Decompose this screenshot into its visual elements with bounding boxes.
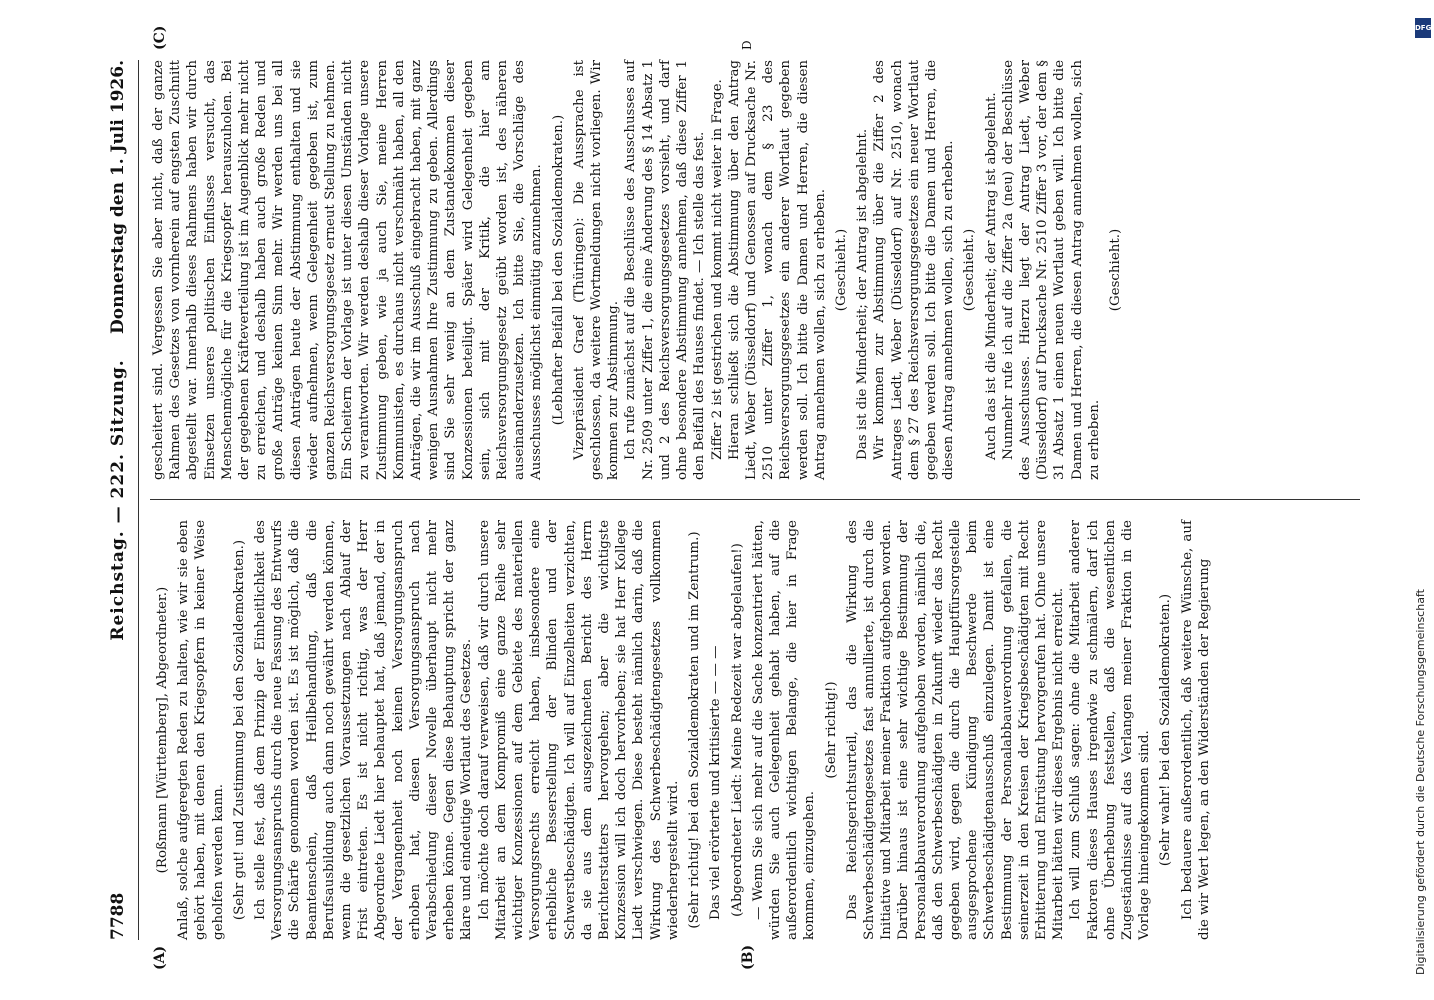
interjection: (Sehr richtig!) — [823, 681, 839, 779]
speaker-note: (Roßmann [Württemberg], Abgeordneter.) — [155, 586, 170, 874]
paragraph: Ich möchte doch darauf verweisen, daß wir durch unsere Mitarbeit an dem Kompromiß eine ganze Reihe sehr wichtiger Konzessionen auf dem Gebiete des materiellen Versorgungsrechts erreicht haben, insbesondere eine erhebliche Besserstellung der Blinden und der Schwerstbeschädigten. Ich will auf Einzelheiten verzichten, da sie aus dem ausgezeichneten Bericht des Herrn Berichterstatters hervorgehen; aber die wichtigste Konzession will ich doch hervorheben; sie hat Herr Kollege Liedt verschwiegen. Diese besteht nämlich darin, daß die Wirkung des Schwerbeschädigtengesetzes vollkommen wiederhergestellt wird. — [476, 520, 681, 940]
page-header — [100, 60, 140, 940]
rotated-page-content — [100, 25, 1420, 970]
paragraph: Das viel erörterte und kritisierte — — — — [708, 645, 724, 920]
margin-mark-c: (C) — [152, 25, 168, 50]
margin-mark-b: (B) — [740, 944, 756, 970]
paragraph: Ich rufe zunächst auf die Beschlüsse des Ausschusses auf Nr. 2509 unter Ziffer 1, die eine Änderung des § 14 Absatz 1 und 2 des Reichsversorgungsgesetzes vorsieht, und darf ohne besondere Abstimmung annehmen, daß diese Ziffer 1 den Beifall des Hauses findet. — Ich stelle das fest. — [623, 60, 708, 480]
funding-note-text: Digitalisierung gefördert durch die Deutsche Forschungsgemeinschaft — [1414, 589, 1427, 975]
dfg-logo: DFG — [1415, 18, 1431, 38]
margin-mark-a: (A) — [152, 945, 168, 970]
paragraph: Hieran schließt sich die Abstimmung über den Antrag Liedt, Weber (Düsseldorf) und Genossen auf Drucksache Nr. 2510 unter Ziffer 1, wonach dem § 23 des Reichsversorgungsgesetzes ein anderer Wortlaut gegeben werden soll. Ich bitte die Damen und Herren, die diesen Antrag annehmen wollen, sich zu erheben. — [726, 60, 828, 480]
margin-mark-d: D — [740, 40, 754, 50]
interjection: (Sehr wahr! bei den Sozialdemokraten.) — [1158, 593, 1174, 867]
paragraph: Auch das ist die Minderheit; der Antrag ist abgelehnt. — [983, 92, 999, 460]
paragraph: Das Reichsgerichtsurteil, das die Wirkung des Schwerbeschädigtengesetzes fast annullierte, ist durch die Initiative und Mitarbeit meiner Fraktion aufgehoben worden. Darüber hinaus ist eine sehr wichtige Bestimmung der Personalabbauverordnung aufgehoben worden, nämlich die, daß den Schwerbeschädigten in Zukunft wieder das Recht gegeben wird, gegen die durch die Hauptfürsorgestelle ausgesprochene Kündigung Beschwerde beim Schwerbeschädigtenausschuß einzulegen. Damit ist eine Bestimmung der Personalabbauverordnung gefallen, die seinerzeit in den Kreisen der Kriegsbeschädigten mit Recht Erbitterung und Entrüstung hervorgerufen hat. Ohne unsere Mitarbeit hätten wir dieses Ergebnis nicht erreicht. — [844, 520, 1067, 940]
header-rule — [138, 60, 139, 940]
paragraph: Anlaß, solche aufgeregten Reden zu halten, wie wir sie eben gehört haben, mit denen den Kriegsopfern in keiner Weise geholfen werden kann. — [176, 520, 226, 940]
right-column — [150, 60, 1128, 480]
paragraph: gescheitert sind. Vergessen Sie aber nicht, daß der ganze Rahmen des Gesetzes von vornherein auf engsten Zuschnitt abgestellt war. Innerhalb dieses Rahmens haben wir durch Einsetzen unseres politischen Einflusses versucht, das Menschenmögliche für die Kriegsopfer herauszuholen. Bei der gegebenen Kräfteverteilung ist im Augenblick mehr nicht zu erreichen, und deshalb haben auch große Reden und große Anträge keinen Sinn mehr. Wir werden uns bei all diesen Anträgen heute der Abstimmung enthalten und sie wieder aufnehmen, wenn Gelegenheit gegeben ist, zum ganzen Reichsversorgungsgesetz erneut Stellung zu nehmen. Ein Scheitern der Vorlage ist unter diesen Umständen nicht zu verantworten. Wir werden deshalb dieser Vorlage unsere Zustimmung geben, wie ja auch Sie, meine Herren Kommunisten, es durchaus nicht verschmäht haben, all den Anträgen, die wir im Ausschuß eingebracht haben, mit ganz wenigen Ausnahmen Ihre Zustimmung zu geben. Allerdings sind Sie sehr wenig an dem Zustandekommen dieser Konzessionen beteiligt. Später wird Gelegenheit gegeben sein, sich mit der Kritik, die hier am Reichsversorgungsgesetz geübt worden ist, des näheren auseinanderzusetzen. Ich bitte Sie, die Vorschläge des Ausschusses möglichst einmütig anzunehmen. — [151, 60, 545, 480]
session-date: Donnerstag den 1. Juli 1926. — [108, 60, 128, 334]
interjection: (Geschieht.) — [833, 228, 849, 312]
session-title: Reichstag. — 222. Sitzung. — [108, 359, 128, 641]
column-divider — [150, 499, 1360, 500]
paragraph: Nunmehr rufe ich auf die Ziffer 2a (neu) der Beschlüsse des Ausschusses. Hierzu liegt der Antrag Liedt, Weber (Düsseldorf) auf Drucksache Nr. 2510 Ziffer 3 vor, der dem § 31 Absatz 1 einen neuen Wortlaut geben will. Ich bitte die Damen und Herren, die diesen Antrag annehmen wollen, sich zu erheben. — [1000, 60, 1102, 480]
paragraph: Ich stelle fest, daß dem Prinzip der Einheitlichkeit des Versorgungsanspruchs durch die neue Fassung des Entwurfs die Schärfe genommen worden ist. Es ist möglich, daß die Beamtenschein, daß Heilbehandlung, daß die Berufsausbildung auch dann noch gewährt werden können, wenn die gesetzlichen Voraussetzungen nach Ablauf der Frist eintreten. Es ist nicht richtig, was der Herr Abgeordnete Liedt hier behauptet hat, daß jemand, der in der Vergangenheit noch keinen Versorgungsanspruch erhoben hat, diesen Versorgungsanspruch nach Verabschiedung dieser Novelle überhaupt nicht mehr erheben könne. Gegen diese Behauptung spricht der ganz klare und eindeutige Wortlaut des Gesetzes. — [253, 520, 475, 940]
funding-note — [1412, 10, 1434, 990]
interjection: (Sehr gut! und Zustimmung bei den Sozialdemokraten.) — [231, 539, 247, 921]
paragraph: Wir kommen zur Abstimmung über die Ziffer 2 des Antrages Liedt, Weber (Düsseldorf) auf Nr. 2510, wonach dem § 27 des Reichsversorgungsgesetzes ein neuer Wortlaut gegeben werden soll. Ich bitte die Damen und Herren, die diesen Antrag annehmen wollen, sich zu erheben. — [872, 60, 957, 480]
interjection: (Geschieht.) — [962, 228, 978, 312]
paragraph: Ich will zum Schluß sagen: ohne die Mitarbeit anderer Faktoren dieses Hauses irgendwie zu schmälern, darf ich ohne Überhebung feststellen, daß die wesentlichen Zugeständnisse auf das Verlangen meiner Fraktion in die Vorlage hineingekommen sind. — [1068, 520, 1153, 940]
paragraph: Ich bedauere außerordentlich, daß weitere Wünsche, auf die wir Wert legen, an den Widerständen der Regierung — [1179, 520, 1212, 940]
paragraph: Vizepräsident Graef (Thüringen): Die Aussprache ist geschlossen, da weitere Wortmeldungen nicht vorliegen. Wir kommen zur Abstimmung. — [571, 60, 622, 480]
paragraph: — Wenn Sie sich mehr auf die Sache konzentriert hätten, würden Sie auch Gelegenheit gehabt haben, auf die außerordentlich wichtigen Belange, die hier in Frage kommen, einzugehen. — [750, 520, 818, 940]
paragraph: Ziffer 2 ist gestrichen und kommt nicht weiter in Frage. — [709, 79, 725, 460]
interjection: (Lebhafter Beifall bei den Sozialdemokraten.) — [550, 114, 566, 426]
interjection: (Sehr richtig! bei den Sozialdemokraten und im Zentrum.) — [687, 531, 703, 929]
interjection: (Abgeordneter Liedt: Meine Redezeit war abgelaufen!) — [729, 543, 745, 917]
paragraph: Das ist die Minderheit; der Antrag ist abgelehnt. — [855, 128, 871, 460]
left-column — [150, 520, 1213, 940]
page-number: 7788 — [108, 892, 128, 940]
interjection: (Geschieht.) — [1107, 228, 1123, 312]
